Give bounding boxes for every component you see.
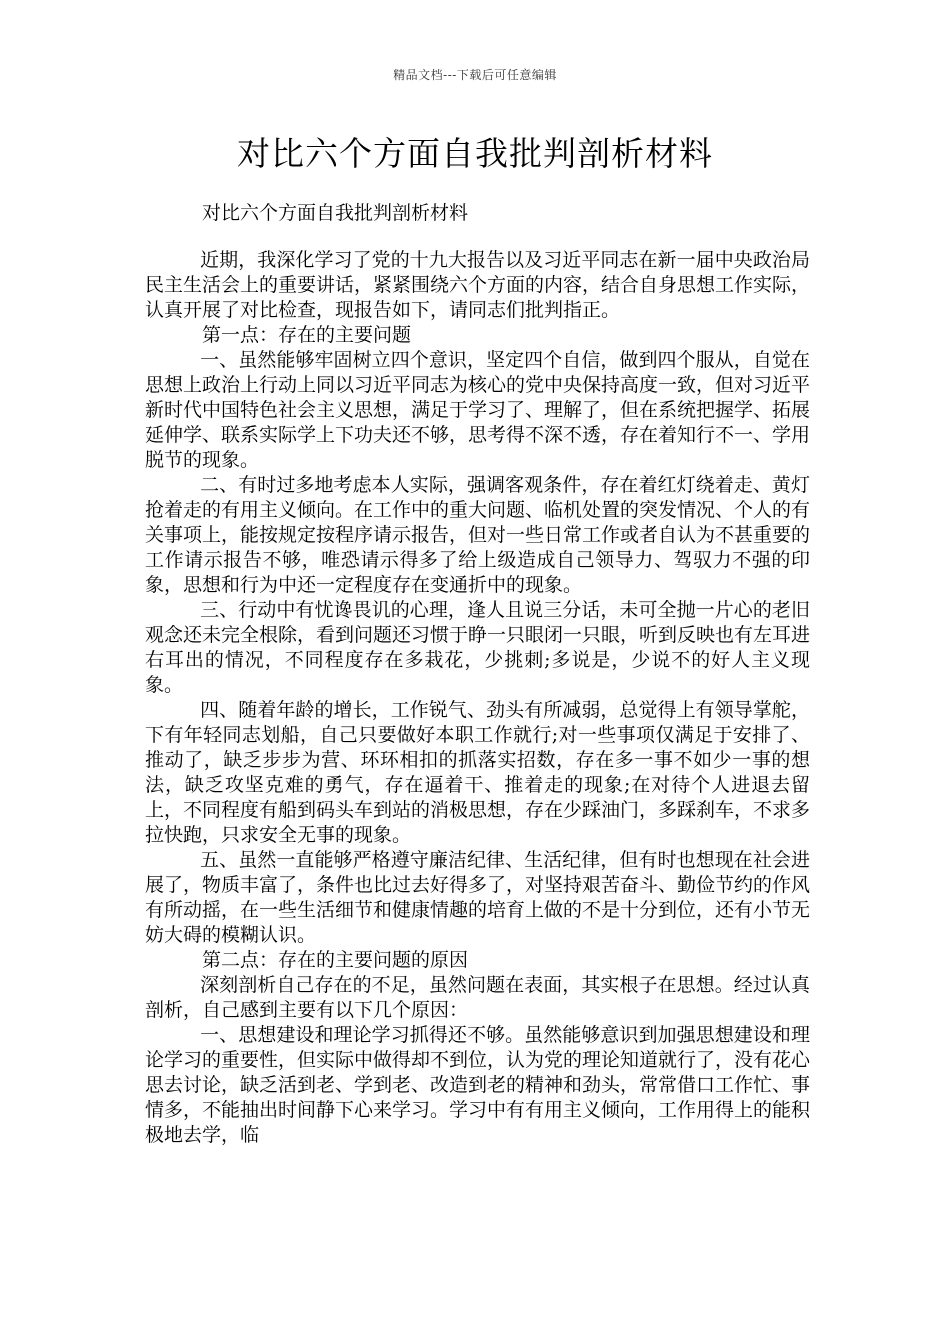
paragraph-problem-1: 一、虽然能够牢固树立四个意识，坚定四个自信，做到四个服从，自觉在思想上政治上行动上同以习近平同志为核心的党中央保持高度一致，但对习近平新时代中国特色社会主义思想，满足于学习了、理解了，但在系统把握学、拓展延伸学、联系实际学上下功夫还不够，思考得不深不透，存在着知行不一、学用脱节的现象。 [145, 349, 811, 471]
paragraph-problem-4: 四、随着年龄的增长，工作锐气、劲头有所减弱，总觉得上有领导掌舵，下有年轻同志划船，自己只要做好本职工作就行;对一些事项仅满足于安排了、推动了，缺乏步步为营、环环相扣的抓落实招数，存在多一事不如少一事的想法，缺乏攻坚克难的勇气，存在逼着干、推着走的现象;在对待个人进退去留上，不同程度有船到码头车到站的消极思想，存在少踩油门，多踩刹车，不求多拉快跑，只求安全无事的现象。 [145, 699, 811, 846]
section-heading-problems: 第一点：存在的主要问题 [202, 324, 412, 346]
document-title: 对比六个方面自我批判剖析材料 [237, 134, 713, 173]
paragraph-problem-5: 五、虽然一直能够严格遵守廉洁纪律、生活纪律，但有时也想现在社会进展了，物质丰富了，条件也比过去好得多了，对坚持艰苦奋斗、勤俭节约的作风有所动摇，在一些生活细节和健康情趣的培育上做的不是十分到位，还有小节无妨大碍的模糊认识。 [145, 849, 811, 946]
document-body [145, 248, 810, 1148]
paragraph-problem-3: 三、行动中有忧谗畏讥的心理，逢人且说三分话，未可全抛一片心的老旧观念还未完全根除，看到问题还习惯于睁一只眼闭一只眼，听到反映也有左耳进右耳出的情况，不同程度存在多栽花，少挑刺;多说是，少说不的好人主义现象。 [145, 599, 811, 696]
section-heading-causes: 第二点：存在的主要问题的原因 [202, 949, 469, 971]
paragraph-cause-1: 一、思想建设和理论学习抓得还不够。虽然能够意识到加强思想建设和理论学习的重要性，但实际中做得却不到位，认为党的理论知道就行了，没有花心思去讨论，缺乏活到老、学到老、改造到老的精神和劲头，常常借口工作忙、事情多，不能抽出时间静下心来学习。学习中有有用主义倾向，工作用得上的能积极地去学，临 [145, 1024, 811, 1146]
document-subtitle: 对比六个方面自我批判剖析材料 [202, 202, 469, 224]
paragraph-intro: 近期，我深化学习了党的十九大报告以及习近平同志在新一届中央政治局民主生活会上的重要讲话，紧紧围绕六个方面的内容，结合自身思想工作实际，认真开展了对比检查，现报告如下，请同志们批判指正。 [145, 249, 811, 321]
paragraph-causes-intro: 深刻剖析自己存在的不足，虽然问题在表面，其实根子在思想。经过认真剖析，自己感到主要有以下几个原因： [145, 974, 810, 1021]
header-note: 精品文档---下载后可任意编辑 [393, 68, 557, 82]
paragraph-problem-2: 二、有时过多地考虑本人实际，强调客观条件，存在着红灯绕着走、黄灯抢着走的有用主义倾向。在工作中的重大问题、临机处置的突发情况、个人的有关事项上，能按规定按程序请示报告，但对一些日常工作或者自认为不甚重要的工作请示报告不够，唯恐请示得多了给上级造成自己领导力、驾驭力不强的印象，思想和行为中还一定程度存在变通折中的现象。 [145, 474, 811, 596]
